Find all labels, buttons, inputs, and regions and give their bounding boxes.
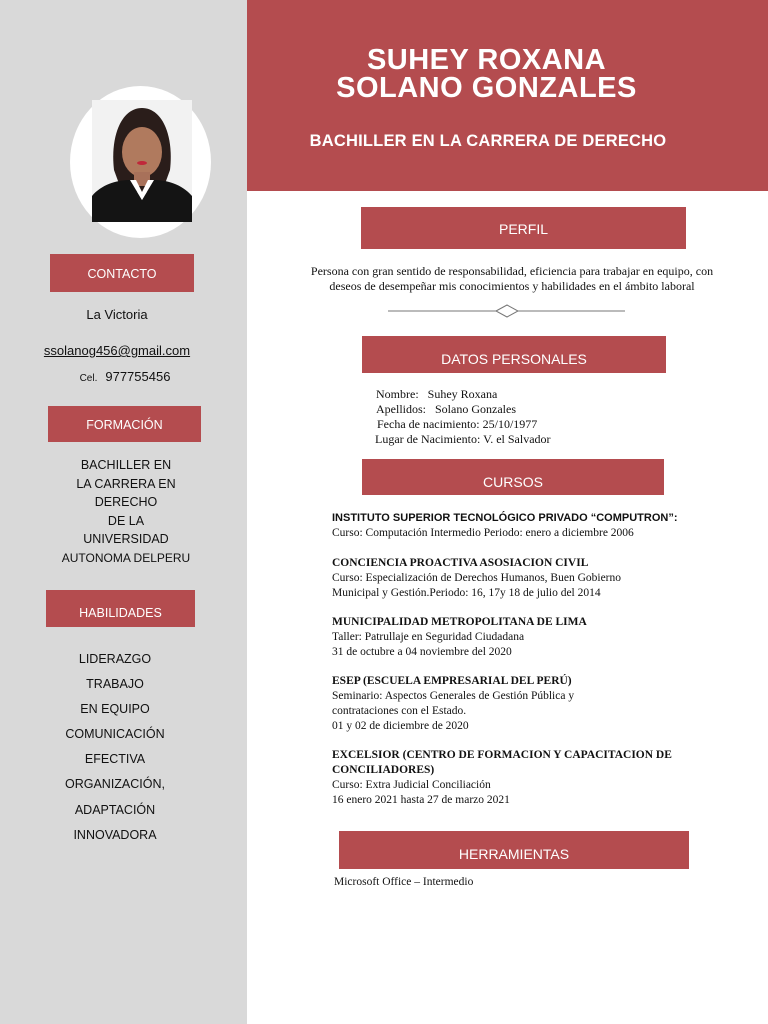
course-title: EXCELSIOR (CENTRO DE FORMACION Y CAPACITACION DE — [332, 749, 672, 761]
course-line: Seminario: Aspectos Generales de Gestión Pública y — [332, 690, 575, 702]
skill-line: LIDERAZGO — [78, 652, 152, 666]
skill-line: ADAPTACIÓN — [74, 802, 156, 817]
formation-text — [56, 456, 196, 568]
course-title: MUNICIPALIDAD METROPOLITANA DE LIMA — [332, 616, 587, 628]
tools-section-title: HERRAMIENTAS — [339, 831, 689, 869]
profile-text — [262, 264, 762, 294]
divider-ornament — [388, 304, 625, 318]
course-line: contrataciones con el Estado. — [332, 705, 467, 717]
profile-section-title: PERFIL — [361, 207, 686, 249]
skills-list — [44, 647, 186, 848]
phone-label: Cel. — [79, 373, 98, 384]
skills-section-title: HABILIDADES — [46, 590, 195, 627]
course-item — [332, 748, 752, 808]
course-line: CONCILIADORES) — [332, 764, 435, 776]
course-item — [332, 615, 752, 660]
personal-row-birthdate: Fecha de nacimiento: 25/10/1977 — [377, 417, 538, 431]
courses-section-title: CURSOS — [362, 459, 664, 495]
contact-email-link[interactable]: ssolanog456@gmail.com — [43, 343, 191, 358]
skill-line: COMUNICACIÓN — [65, 727, 165, 742]
contact-location: La Victoria — [86, 307, 148, 322]
course-title: ESEP (ESCUELA EMPRESARIAL DEL PERÚ) — [332, 675, 572, 687]
formation-line: DE LA — [107, 513, 145, 528]
professional-title: BACHILLER EN LA CARRERA DE DERECHO — [309, 132, 667, 150]
course-line: Taller: Patrullaje en Seguridad Ciudadana — [332, 631, 525, 643]
personal-row-name: Nombre: Suhey Roxana — [376, 387, 498, 401]
profile-line: Persona con gran sentido de responsabilidad, eficiencia para trabajar en equipo, con — [310, 264, 714, 278]
personal-data — [376, 387, 676, 447]
course-line: Curso: Especialización de Derechos Humanos, Buen Gobierno — [332, 572, 622, 584]
course-item — [332, 511, 752, 541]
skill-line: EFECTIVA — [84, 752, 146, 767]
personal-row-birthplace: Lugar de Nacimiento: V. el Salvador — [375, 432, 551, 446]
formation-line: LA CARRERA EN — [76, 476, 176, 491]
course-item — [332, 674, 752, 734]
personal-data-section-title: DATOS PERSONALES — [362, 336, 666, 373]
contact-section-title: CONTACTO — [50, 254, 194, 292]
contact-phone — [70, 369, 180, 384]
course-title: CONCIENCIA PROACTIVA ASOSIACION CIVIL — [332, 557, 589, 569]
phone-number: 977755456 — [105, 369, 171, 384]
profile-line: deseos de desempeñar mis conocimientos y habilidades en el ámbito laboral — [329, 279, 695, 293]
skill-line: INNOVADORA — [73, 827, 157, 842]
skill-line: EN EQUIPO — [80, 702, 150, 717]
course-line: 16 enero 2021 hasta 27 de marzo 2021 — [332, 794, 510, 806]
course-line: Curso: Computación Intermedio Periodo: enero a diciembre 2006 — [332, 527, 634, 539]
courses-list — [332, 511, 752, 808]
course-line: 31 de octubre a 04 noviembre del 2020 — [332, 646, 512, 658]
course-item — [332, 556, 752, 601]
course-line: 01 y 02 de diciembre de 2020 — [332, 720, 469, 732]
tools-text: Microsoft Office – Intermedio — [334, 876, 474, 888]
name-second-line: SOLANO GONZALES — [336, 72, 637, 104]
name-first-line: SUHEY ROXANA — [366, 44, 607, 76]
formation-line: AUTONOMA DELPERU — [61, 550, 191, 565]
profile-photo — [92, 100, 192, 222]
course-line: Municipal y Gestión.Periodo: 16, 17y 18 de julio del 2014 — [332, 587, 601, 599]
formation-section-title: FORMACIÓN — [48, 406, 201, 442]
skill-line: TRABAJO — [86, 677, 144, 692]
formation-line: UNIVERSIDAD — [83, 532, 169, 547]
course-title: INSTITUTO SUPERIOR TECNOLÓGICO PRIVADO “COMPUTRON”: — [332, 512, 678, 524]
personal-row-surname: Apellidos: Solano Gonzales — [376, 402, 516, 416]
course-line: Curso: Extra Judicial Conciliación — [332, 779, 491, 791]
skill-line: ORGANIZACIÓN, — [64, 777, 165, 792]
formation-line: BACHILLER EN — [80, 458, 172, 472]
formation-line: DERECHO — [94, 495, 158, 510]
